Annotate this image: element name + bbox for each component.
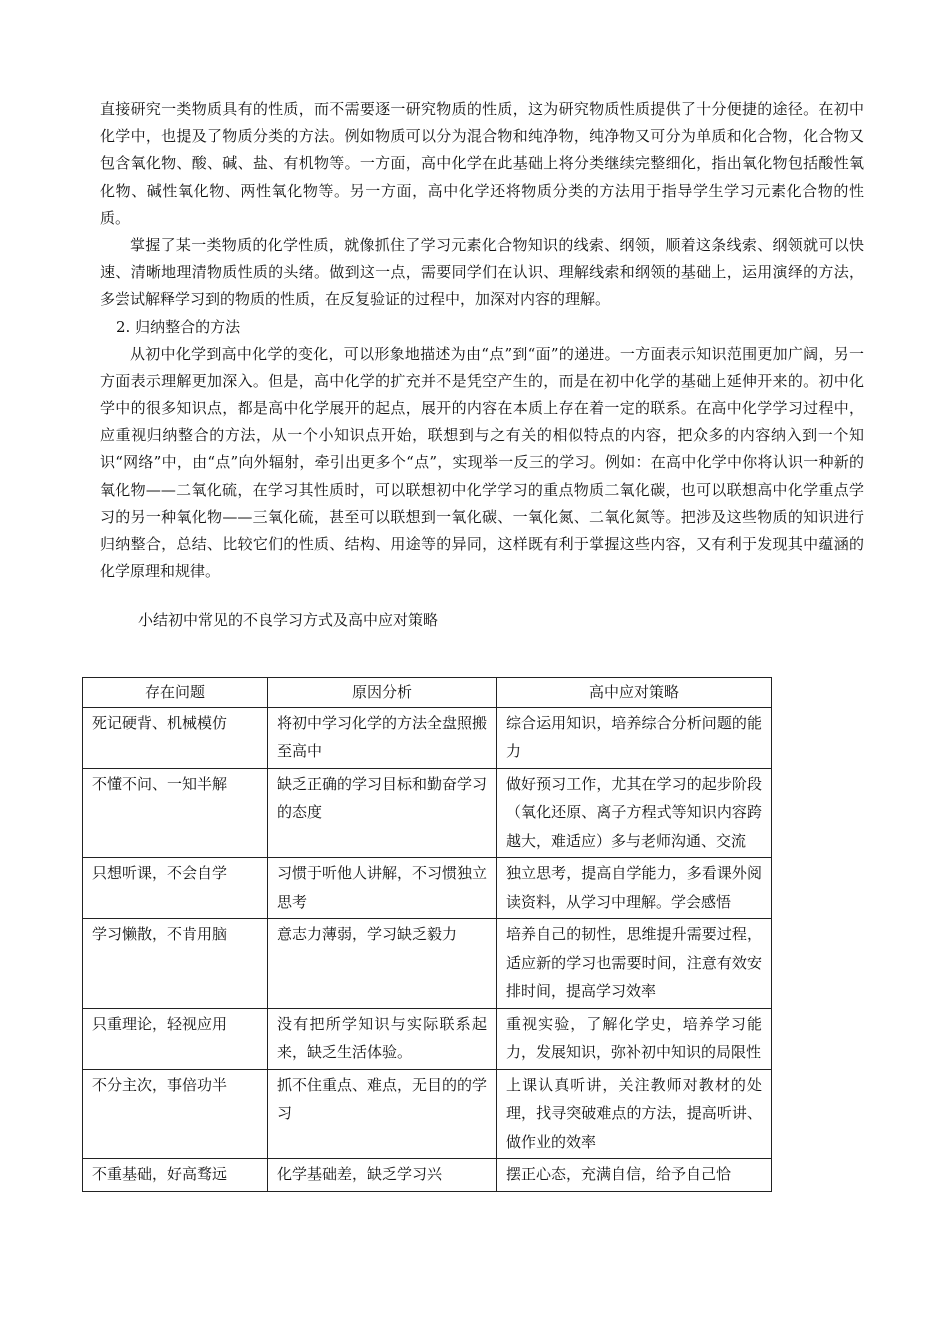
table-row — [83, 768, 772, 858]
table-row — [83, 707, 772, 768]
cell-cause: 缺乏正确的学习目标和勤奋学习的态度 — [268, 768, 497, 858]
cell-cause: 习惯于听他人讲解，不习惯独立思考 — [268, 858, 497, 919]
cell-cause: 将初中学习化学的方法全盘照搬至高中 — [268, 707, 497, 768]
table-row — [83, 1069, 772, 1159]
cell-problem: 学习懒散，不肯用脑 — [83, 919, 268, 1009]
cell-strategy: 综合运用知识，培养综合分析问题的能力 — [497, 707, 772, 768]
cell-problem: 只想听课，不会自学 — [83, 858, 268, 919]
cell-strategy: 做好预习工作，尤其在学习的起步阶段（氧化还原、离子方程式等知识内容跨越大，难适应）多与老师沟通、交流 — [497, 768, 772, 858]
cell-cause: 抓不住重点、难点，无目的的学习 — [268, 1069, 497, 1159]
cell-cause: 化学基础差，缺乏学习兴 — [268, 1159, 497, 1192]
table-row — [83, 919, 772, 1009]
cell-cause: 意志力薄弱，学习缺乏毅力 — [268, 919, 497, 1009]
paragraph-induction: 从初中化学到高中化学的变化，可以形象地描述为由“点”到“面”的递进。一方面表示知识范围更加广阔，另一方面表示理解更加深入。但是，高中化学的扩充并不是凭空产生的，而是在初中化学的基础上延伸开来的。初中化学中的很多知识点，都是高中化学展开的起点，展开的内容在本质上存在着一定的联系。在高中化学学习过程中，应重视归纳整合的方法，从一个小知识点开始，联想到与之有关的相似特点的内容，把众多的内容纳入到一个知识“网络”中，由“点”向外辐射，牵引出更多个“点”，实现举一反三的学习。例如：在高中化学中你将认识一种新的氧化物——二氧化硫，在学习其性质时，可以联想初中化学学习的重点物质二氧化碳，也可以联想高中化学重点学习的另一种氧化物——三氧化硫，甚至可以联想到一氧化碳、一氧化氮、二氧化氮等。把涉及这些物质的知识进行归纳整合，总结、比较它们的性质、结构、用途等的异同，这样既有利于掌握这些内容，又有利于发现其中蕴涵的化学原理和规律。 — [100, 344, 864, 581]
cell-strategy: 重视实验，了解化学史，培养学习能力，发展知识，弥补初中知识的局限性 — [497, 1008, 772, 1069]
table-caption: 小结初中常见的不良学习方式及高中应对策略 — [138, 611, 439, 630]
column-header-strategy: 高中应对策略 — [497, 678, 772, 708]
document-body — [100, 96, 864, 634]
column-header-problem: 存在问题 — [83, 678, 268, 708]
table-row — [83, 1159, 772, 1192]
cell-problem: 不分主次，事倍功半 — [83, 1069, 268, 1159]
cell-strategy: 摆正心态，充满自信，给予自己恰 — [497, 1159, 772, 1192]
table-row — [83, 858, 772, 919]
cell-problem: 只重理论，轻视应用 — [83, 1008, 268, 1069]
table-row — [83, 1008, 772, 1069]
cell-strategy: 独立思考，提高自学能力，多看课外阅读资料，从学习中理解。学会感悟 — [497, 858, 772, 919]
cell-strategy: 培养自己的韧性，思维提升需要过程，适应新的学习也需要时间，注意有效安排时间，提高学习效率 — [497, 919, 772, 1009]
table-header-row — [83, 678, 772, 708]
cell-problem: 不重基础，好高骛远 — [83, 1159, 268, 1192]
cell-strategy: 上课认真听讲，关注教师对教材的处理，找寻突破难点的方法，提高听讲、做作业的效率 — [497, 1069, 772, 1159]
cell-problem: 不懂不问、一知半解 — [83, 768, 268, 858]
column-header-cause: 原因分析 — [268, 678, 497, 708]
cell-cause: 没有把所学知识与实际联系起来，缺乏生活体验。 — [268, 1008, 497, 1069]
section-heading-induction: 2. 归纳整合的方法 — [116, 317, 241, 336]
paragraph-deduction: 掌握了某一类物质的化学性质，就像抓住了学习元素化合物知识的线索、纲领，顺着这条线索、纲领就可以快速、清晰地理清物质性质的头绪。做到这一点，需要同学们在认识、理解线索和纲领的基础上，运用演绎的方法，多尝试解释学习到的物质的性质，在反复验证的过程中，加深对内容的理解。 — [100, 236, 864, 309]
cell-problem: 死记硬背、机械模仿 — [83, 707, 268, 768]
strategy-table — [82, 677, 772, 1192]
paragraph-classification: 直接研究一类物质具有的性质，而不需要逐一研究物质的性质，这为研究物质性质提供了十分便捷的途径。在初中化学中，也提及了物质分类的方法。例如物质可以分为混合物和纯净物，纯净物又可分为单质和化合物，化合物又包含氧化物、酸、碱、盐、有机物等。一方面，高中化学在此基础上将分类继续完整细化，指出氧化物包括酸性氧化物、碱性氧化物、两性氧化物等。另一方面，高中化学还将物质分类的方法用于指导学生学习元素化合物的性质。 — [100, 100, 864, 227]
